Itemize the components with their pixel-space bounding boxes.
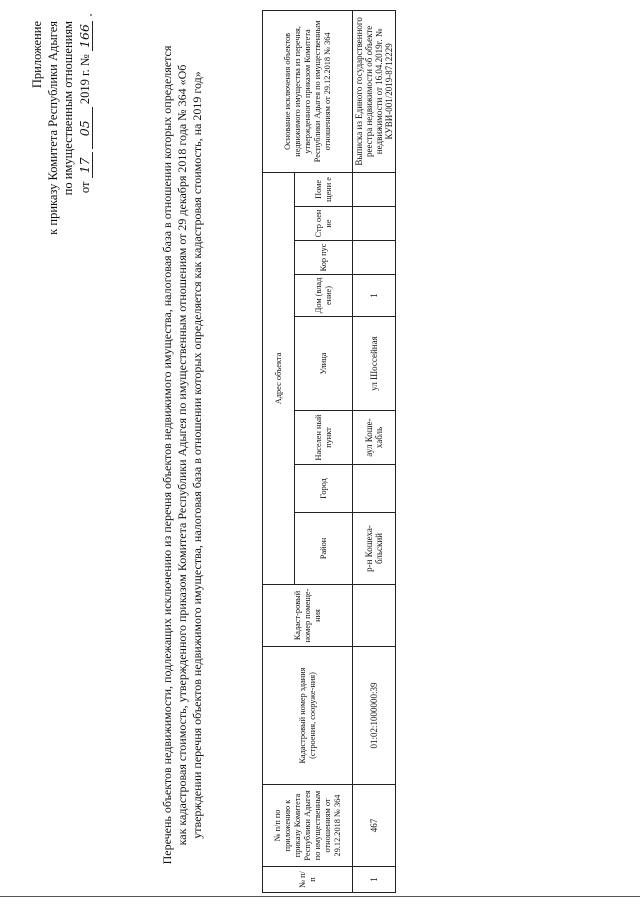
appendix-line-3: по имущественным отношениям [61, 21, 75, 196]
appendix-date-line [77, 21, 94, 321]
header-korpus: Кор пус [295, 241, 353, 275]
cell-stroenie [353, 207, 396, 241]
cell-street: ул Шоссейная [353, 317, 396, 411]
appendix-line-1: Приложение [30, 21, 44, 89]
date-month: 05 [77, 107, 94, 149]
cell-settlement: аул Коше-хабль [353, 411, 396, 465]
header-city: Город [295, 465, 353, 513]
date-day: 17 [77, 152, 94, 178]
cell-district: р-н Кошеха-бльский [353, 513, 396, 585]
header-address: Адрес объекта [263, 172, 295, 584]
page-bottom-rule [0, 896, 640, 897]
cell-premise [353, 172, 396, 206]
header-stroenie: Стр оен ие [295, 207, 353, 241]
header-street: Улица [295, 317, 353, 411]
header-cad-room: Кадаст-ровый номер помеще-ния [263, 585, 353, 647]
header-settlement: Населен ный пункт [295, 411, 353, 465]
cell-num: 1 [353, 867, 396, 893]
header-cad-building: Кадастровый номер здания (строения, сооруже-ния) [263, 647, 353, 785]
header-premise: Поме щени е [295, 172, 353, 206]
date-year: 2019 г. № [77, 54, 92, 105]
objects-table [262, 10, 396, 893]
header-num-prev: № п/п по приложению к приказу Комитета Республики Адыгея по имущественным отношениям от 29.12.2018 № 364 [263, 785, 353, 867]
cell-cad-room [353, 585, 396, 647]
appendix-line-2: к приказу Комитета Республики Адыгея [45, 21, 60, 235]
cell-num-prev: 467 [353, 785, 396, 867]
header-district: Район [295, 513, 353, 585]
cell-cad-building: 01:02:1000000:39 [353, 647, 396, 785]
cell-house: 1 [353, 275, 396, 317]
cell-city [353, 465, 396, 513]
appendix-header [30, 21, 93, 321]
date-prefix: от [77, 181, 92, 194]
cell-korpus [353, 241, 396, 275]
order-number: 166 [77, 21, 94, 51]
header-basis: Основание исключения объектов недвижимого имущества из перечня, утвержденного приказом Комитета Республики Адыгея по имущественным отношениям от 29.12.2018 № 364 [263, 10, 353, 172]
header-house: Дом (влад ение) [295, 275, 353, 317]
document-title: Перечень объектов недвижимости, подлежащих исключению из перечня объектов недвижимого имущества, налоговая база в отношении которых определяется как кадастровая стоимость, утвержденного приказом Комитета Республики Адыгея по имущественным отношениям от 29 декабря 2018 года № 364 «Об утверждении перечня объектов недвижимого имущества, налоговая база в отношении которых определяется как кадастровая стоимость, на 2019 год» [160, 45, 204, 865]
table-row [353, 10, 396, 892]
cell-basis: Выписка из Единого государственного реестра недвижимости об объекте недвижимости от 16.04.2019г. № КУВИ-001/2019-8712229 [353, 10, 396, 172]
header-num: № п/п [263, 867, 353, 893]
